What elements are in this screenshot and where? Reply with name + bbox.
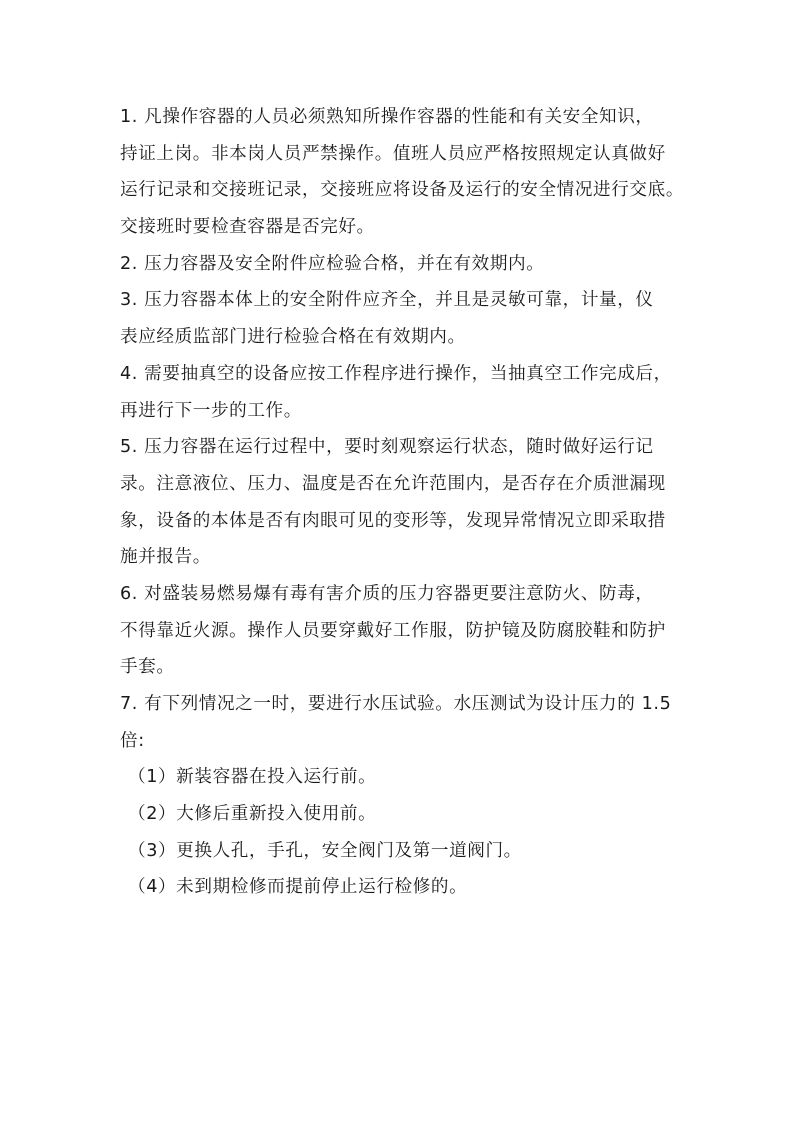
item-2-line-1: 2. 压力容器及安全附件应检验合格，并在有效期内。 <box>120 253 545 274</box>
item-4-line-1: 4. 需要抽真空的设备应按工作程序进行操作，当抽真空工作完成后， <box>120 363 672 384</box>
sub-item-1: （1）新装容器在投入运行前。 <box>128 767 377 788</box>
item-6-line-1: 6. 对盛装易燃易爆有毒有害介质的压力容器更要注意防火、防毒， <box>120 583 654 604</box>
item-5-line-2: 录。注意液位、压力、温度是否在允许范围内，是否存在介质泄漏现 <box>120 473 666 494</box>
item-4-line-2: 再进行下一步的工作。 <box>120 400 302 421</box>
item-1-line-3: 运行记录和交接班记录，交接班应将设备及运行的安全情况进行交底。 <box>120 180 685 201</box>
item-7-line-1: 7. 有下列情况之一时，要进行水压试验。水压测试为设计压力的 1.5 <box>120 694 672 714</box>
item-1-line-1: 1. 凡操作容器的人员必须熟知所操作容器的性能和有关安全知识， <box>120 107 654 127</box>
document-page <box>120 99 690 906</box>
item-6-line-2: 不得靠近火源。操作人员要穿戴好工作服，防护镜及防腐胶鞋和防护 <box>120 620 666 641</box>
item-5-line-4: 施并报告。 <box>120 547 211 568</box>
item-3-line-1: 3. 压力容器本体上的安全附件应齐全，并且是灵敏可靠，计量，仪 <box>120 290 654 311</box>
sub-item-2: （2）大修后重新投入使用前。 <box>128 804 377 825</box>
item-1-line-4: 交接班时要检查容器是否完好。 <box>120 217 375 238</box>
item-6-line-3: 手套。 <box>120 657 175 678</box>
sub-item-3: （3）更换人孔，手孔，安全阀门及第一道阀门。 <box>128 840 522 861</box>
item-7-line-2: 倍: <box>120 730 145 751</box>
item-3-line-2: 表应经质监部门进行检验合格在有效期内。 <box>120 327 466 348</box>
item-5-line-1: 5. 压力容器在运行过程中，要时刻观察运行状态，随时做好运行记 <box>120 437 654 458</box>
item-1-line-2: 持证上岗。非本岗人员严禁操作。值班人员应严格按照规定认真做好 <box>120 143 666 164</box>
item-5-line-3: 象，设备的本体是否有肉眼可见的变形等，发现异常情况立即采取措 <box>120 510 666 531</box>
sub-item-4: （4）未到期检修而提前停止运行检修的。 <box>128 877 468 898</box>
